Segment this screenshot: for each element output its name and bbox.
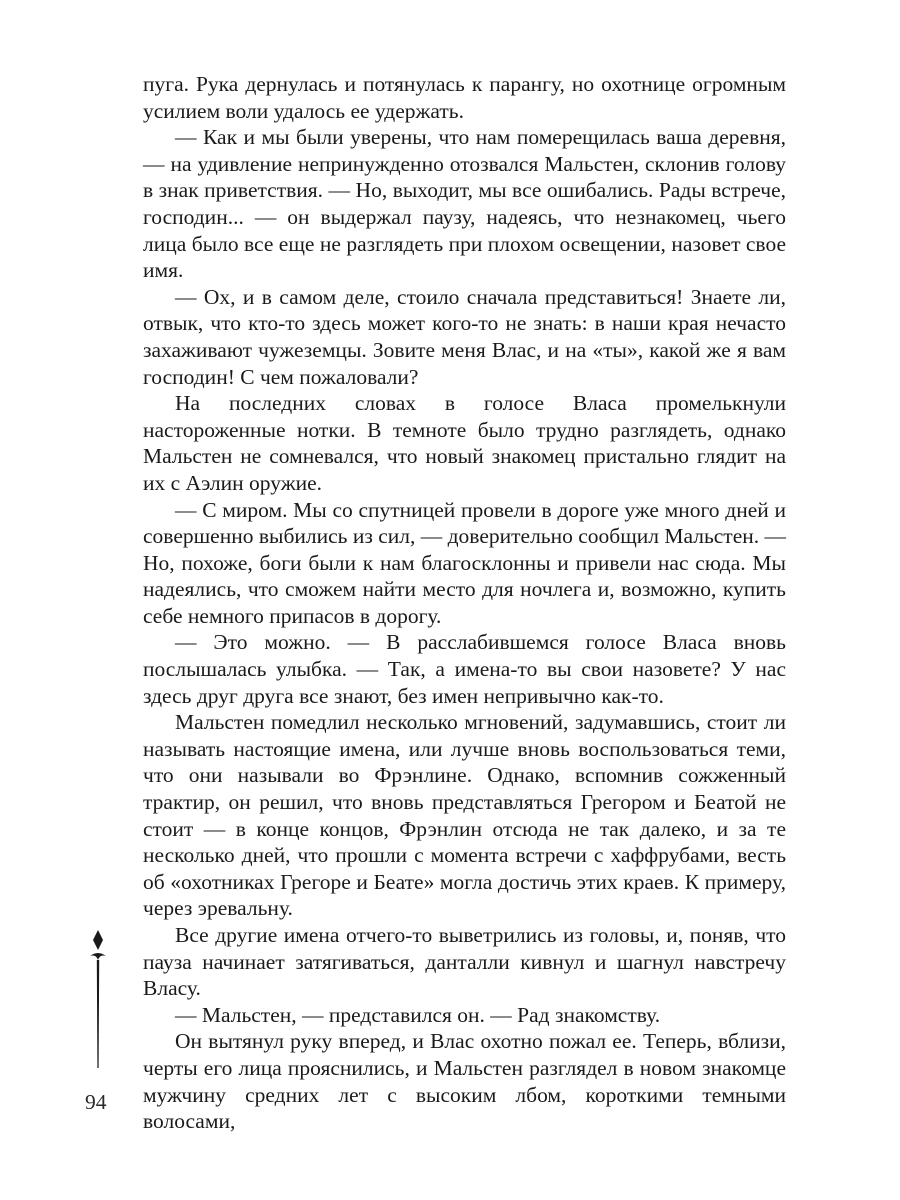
paragraph-4: На последних словах в голосе Власа промелькнули настороженные нотки. В темноте было трудно разглядеть, однако Мальстен не сомневался, что новый знакомец пристально глядит на их с Аэлин оружие. bbox=[143, 391, 786, 495]
body-text bbox=[143, 71, 786, 1135]
paragraph-9: — Мальстен, — представился он. — Рад знакомству. bbox=[175, 1002, 661, 1027]
page-number: 94 bbox=[85, 1090, 107, 1114]
paragraph-8: Все другие имена отчего-то выветрились из головы, и, поняв, что пауза начинает затягиваться, данталли кивнул и шагнул навстречу Власу. bbox=[143, 923, 786, 1001]
paragraph-2: — Как и мы были уверены, что нам померещилась ваша деревня, — на удивление непринужденно отозвался Мальстен, склонив голову в знак приветствия. — Но, выходит, мы все ошибались. Рады встрече, господин... — он выдержал паузу, надеясь, что незнакомец, чьего лица было все еще не разглядеть при плохом освещении, назовет свое имя. bbox=[143, 125, 786, 283]
paragraph-7: Мальстен помедлил несколько мгновений, задумавшись, стоит ли называть настоящие имена, или лучше вновь воспользоваться теми, что они называли во Фрэнлине. Однако, вспомнив сожженный трактир, он решил, что вновь представляться Грегором и Беатой не стоит — в конце концов, Фрэнлин отсюда не так далеко, и за те несколько дней, что прошли с момента встречи с хаффрубами, весть об «охотниках Грегоре и Беате» могла достичь этих краев. К примеру, через эревальну. bbox=[143, 710, 786, 921]
paragraph-6: — Это можно. — В расслабившемся голосе Власа вновь послышалась улыбка. — Так, а имена-то вы свои назовете? У нас здесь друг друга все знают, без имен непривычно как-то. bbox=[143, 630, 786, 708]
paragraph-5: — С миром. Мы со спутницей провели в дороге уже много дней и совершенно выбились из сил, — доверительно сообщил Мальстен. — Но, похоже, боги были к нам благосклонны и привели нас сюда. Мы надеялись, что сможем найти место для ночлега и, возможно, купить себе немного припасов в дорогу. bbox=[143, 497, 787, 628]
paragraph-1: пуга. Рука дернулась и потянулась к парангу, но охотнице огромным усилием воли удалось ее удержать. bbox=[143, 72, 786, 123]
paragraph-10: Он вытянул руку вперед, и Влас охотно пожал ее. Теперь, вблизи, черты его лица прояснились, и Мальстен разглядел в новом знакомце мужчину средних лет с высоким лбом, короткими темными волосами, bbox=[143, 1029, 786, 1134]
margin-ornament-icon bbox=[86, 930, 110, 1070]
paragraph-3: — Ох, и в самом деле, стоило сначала представиться! Знаете ли, отвык, что кто-то здесь может кого-то не знать: в наши края нечасто захаживают чужеземцы. Зовите меня Влас, и на «ты», какой же я вам господин! С чем пожаловали? bbox=[143, 284, 786, 389]
